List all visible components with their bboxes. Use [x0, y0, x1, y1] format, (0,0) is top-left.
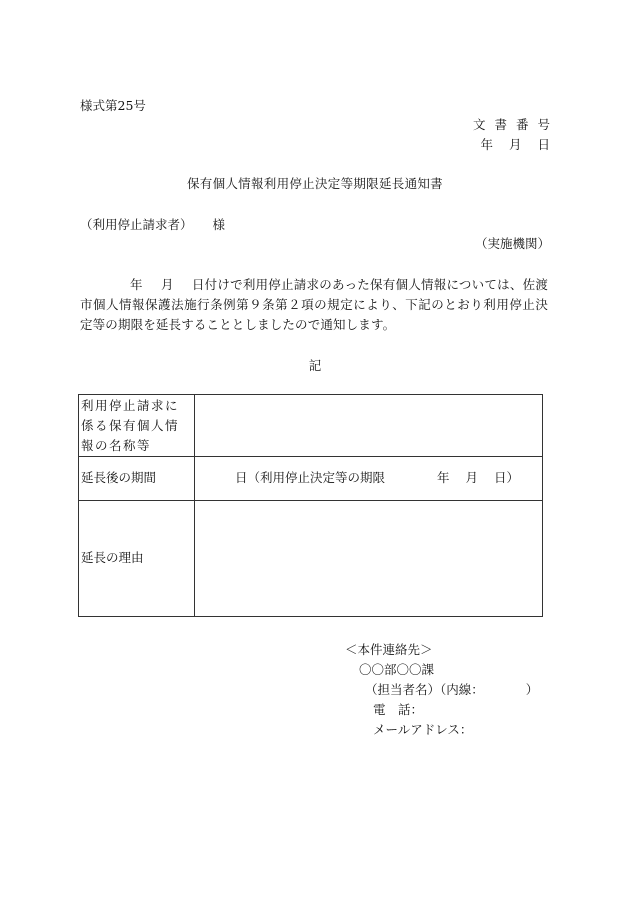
table-row [79, 457, 543, 501]
form-number: 様式第25号 [80, 98, 146, 113]
document-number-label: 文書番号 [472, 117, 559, 132]
contact-person [345, 680, 538, 700]
details-table [78, 394, 543, 617]
body-date-blank: 年 月 日 [130, 277, 205, 292]
recipient-honorific: 様 [212, 217, 226, 232]
contact-block [345, 640, 538, 740]
document-date-label: 年 月 日 [480, 137, 550, 152]
table-row [79, 395, 543, 457]
row3-label: 延長の理由 [79, 501, 195, 617]
recipient-line [80, 219, 225, 232]
contact-person-suffix: ） [525, 682, 539, 697]
body-paragraph [80, 275, 548, 335]
contact-person-prefix: （担当者名）（内線： [365, 682, 484, 697]
sender-agency: （実施機関） [474, 236, 550, 251]
contact-email: メールアドレス： [373, 722, 473, 737]
period-prefix: 日（利用停止決定等の期限 [235, 470, 386, 486]
contact-heading: ＜本件連絡先＞ [345, 642, 433, 657]
row1-label: 利用停止請求に係る保有個人情報の名称等 [79, 395, 195, 457]
body-text: 付けで利用停止請求のあった保有個人情報については、佐渡市個人情報保護法施行条例第９条第２項の規定により、下記のとおり利用停止決定等の期限を延長することとしましたので通知します。 [80, 277, 548, 332]
row1-value[interactable] [195, 395, 543, 457]
row2-value[interactable] [195, 457, 543, 501]
document-title: 保有個人情報利用停止決定等期限延長通知書 [186, 176, 443, 191]
contact-department: 〇〇部〇〇課 [359, 662, 435, 677]
period-suffix: 年 月 日） [437, 470, 519, 486]
table-row [79, 501, 543, 617]
recipient-placeholder: （利用停止請求者） [80, 217, 193, 232]
ki-heading: 記 [308, 358, 322, 373]
contact-phone: 電 話： [373, 702, 424, 717]
row3-value[interactable] [195, 501, 543, 617]
row2-label: 延長後の期間 [79, 457, 195, 501]
